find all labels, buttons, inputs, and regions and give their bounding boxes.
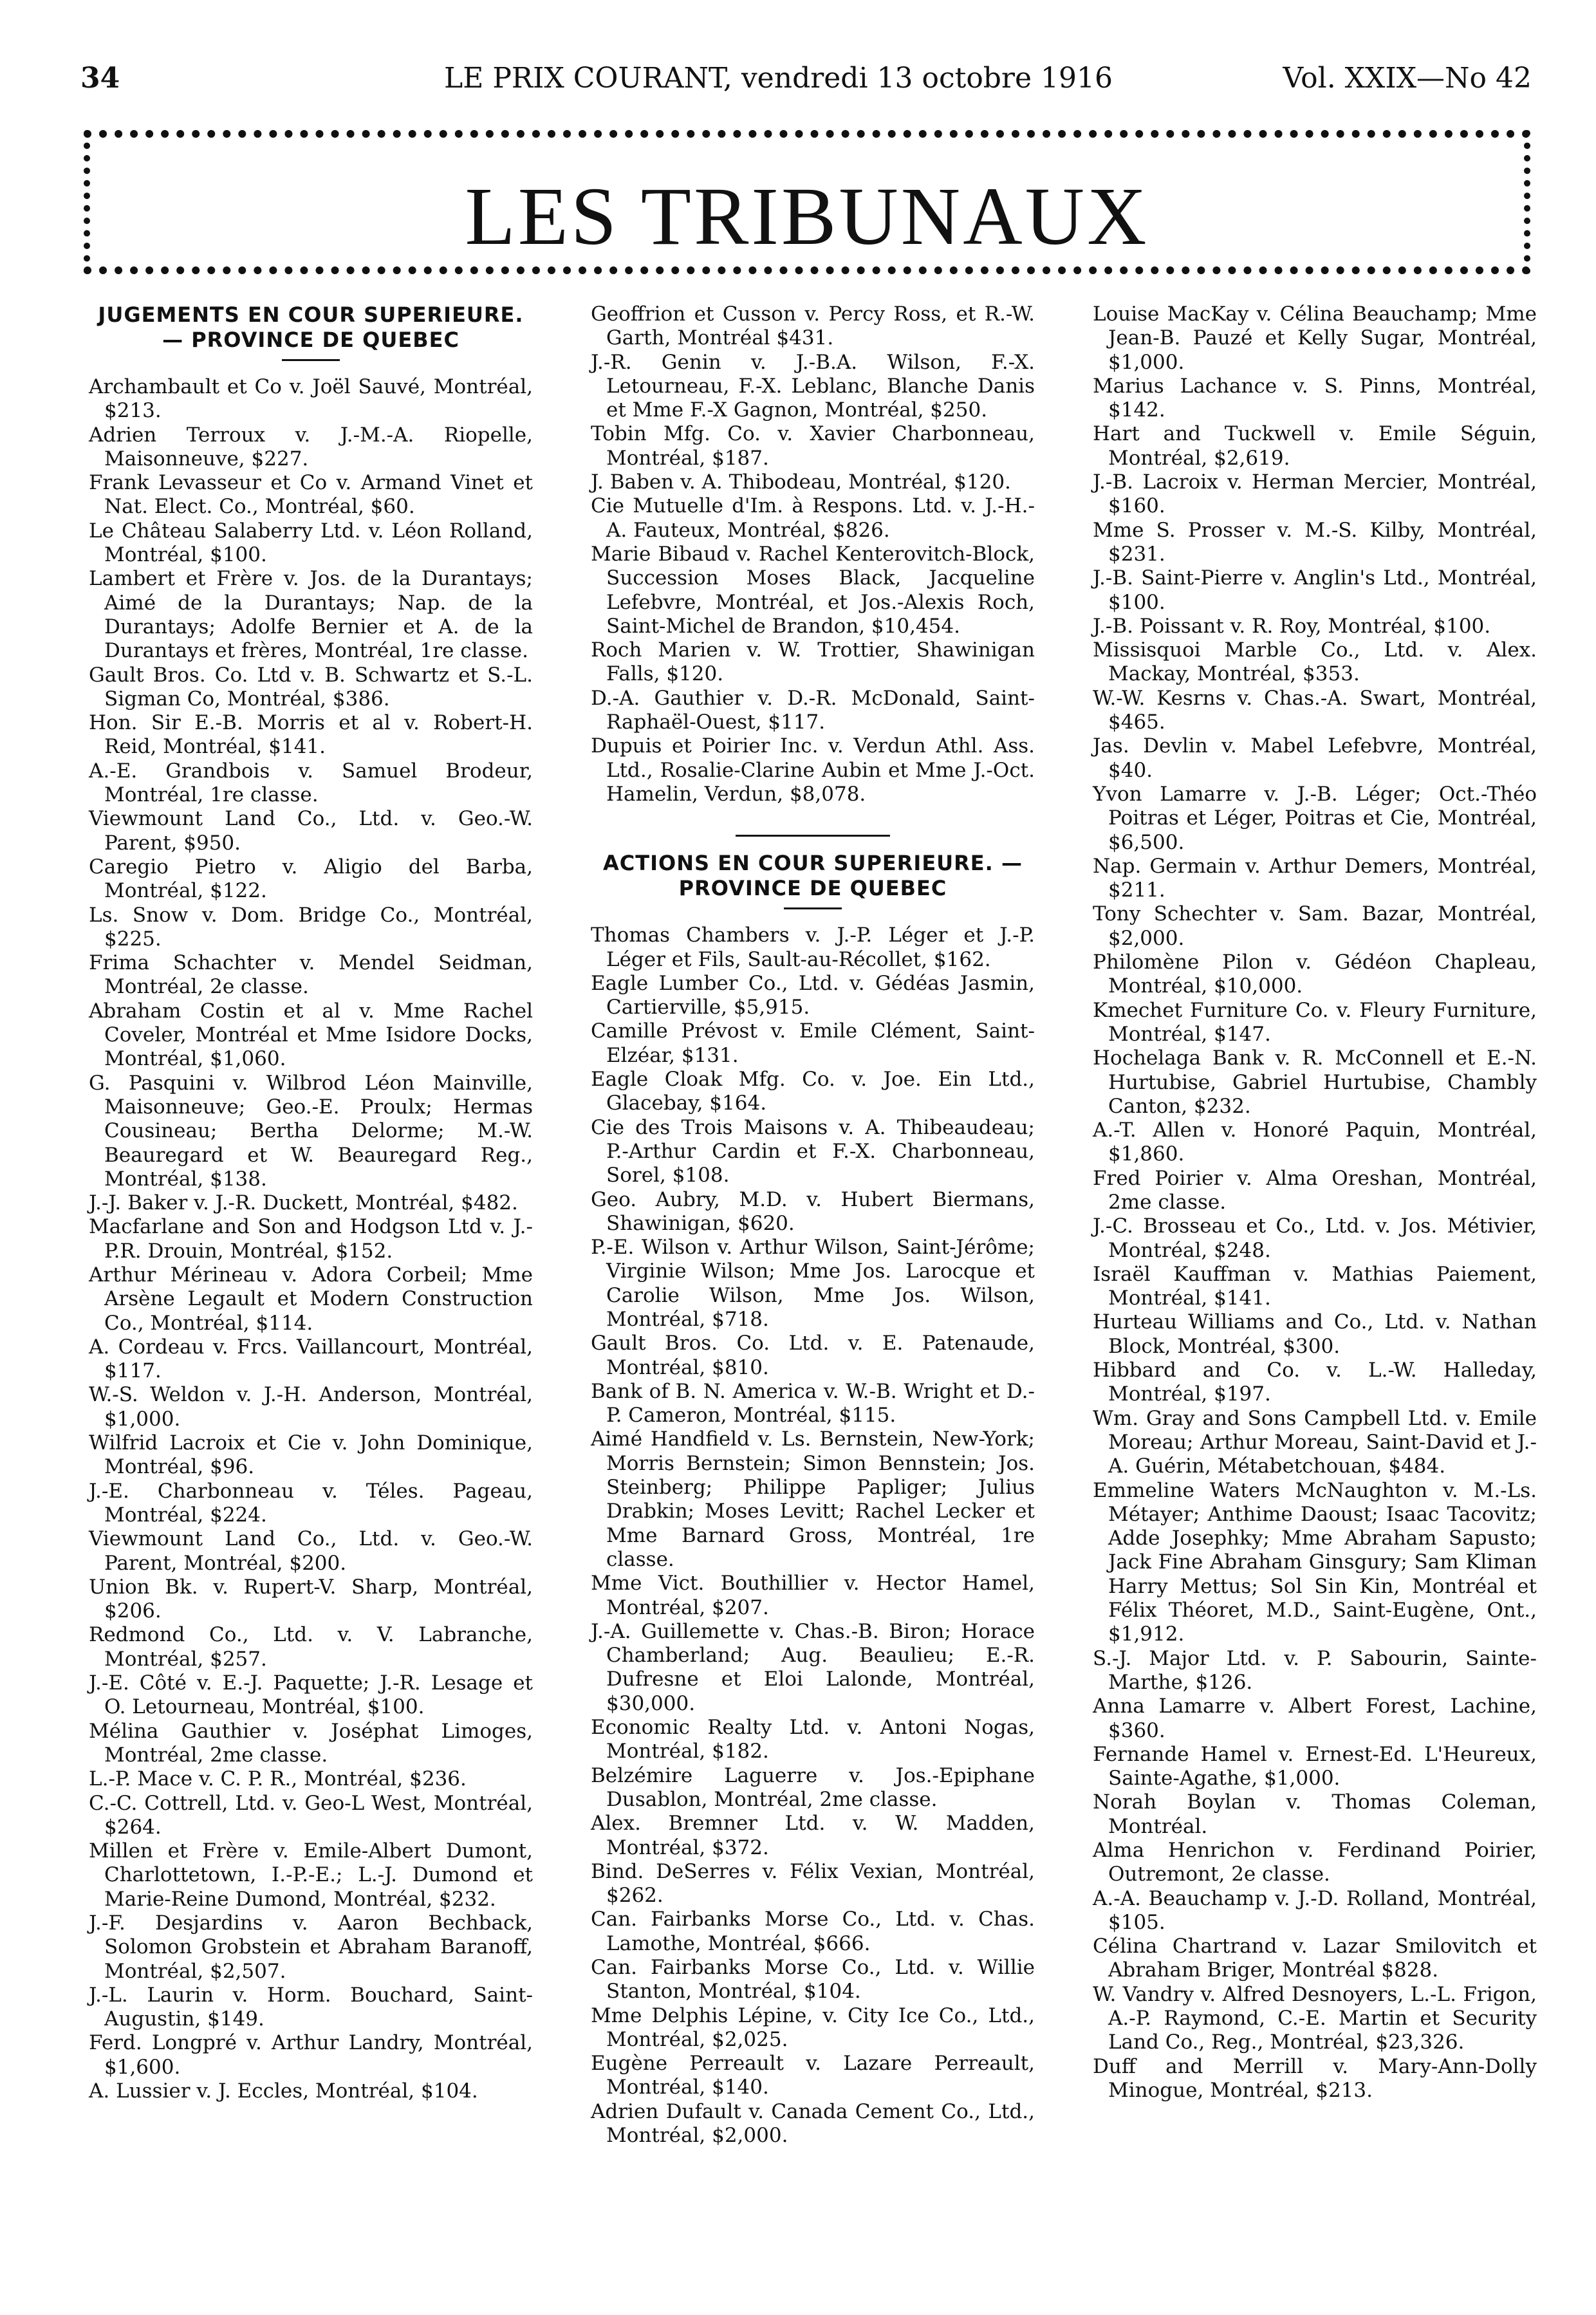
case-entry: A.-A. Beauchamp v. J.-D. Rolland, Montréal, $105.: [1093, 1886, 1537, 1934]
case-entry: W.-S. Weldon v. J.-H. Anderson, Montréal, $1,000.: [89, 1383, 533, 1431]
case-entry: Caregio Pietro v. Aligio del Barba, Montréal, $122.: [89, 855, 533, 903]
case-entry: Hibbard and Co. v. L.-W. Halleday, Montréal, $197.: [1093, 1359, 1537, 1406]
case-entry: J.-J. Baker v. J.-R. Duckett, Montréal, $482.: [89, 1191, 518, 1215]
case-entry: Mme Delphis Lépine, v. City Ice Co., Ltd., Montréal, $2,025.: [591, 2004, 1035, 2051]
case-entry: J.-C. Brosseau et Co., Ltd. v. Jos. Métivier, Montréal, $248.: [1093, 1214, 1537, 1262]
case-entry: Emmeline Waters McNaughton v. M.-Ls. Métayer; Anthime Daoust; Isaac Tacovitz; Adde Josephky; Mme Abraham Sapusto; Jack Fine Abraham Ginsgury; Sam Kliman Harry Mettus; Sol Sin Kin, Montréal et Félix Théoret, M.D., Saint-Eugène, Ont., $1,912.: [1093, 1478, 1537, 1646]
case-entry: S.-J. Major Ltd. v. P. Sabourin, Sainte-Marthe, $126.: [1093, 1646, 1537, 1694]
case-entry: A. Cordeau v. Frcs. Vaillancourt, Montréal, $117.: [89, 1335, 533, 1383]
section-rule: [736, 835, 890, 837]
case-entry: J.-F. Desjardins v. Aaron Bechback, Solomon Grobstein et Abraham Baranoff, Montréal, $2,507.: [89, 1911, 533, 1983]
case-entry: Hurteau Williams and Co., Ltd. v. Nathan Block, Montréal, $300.: [1093, 1310, 1537, 1358]
case-entry: Frima Schachter v. Mendel Seidman, Montréal, 2e classe.: [89, 951, 533, 999]
case-entry: A. Lussier v. J. Eccles, Montréal, $104.: [89, 2079, 478, 2103]
column-1: [89, 302, 533, 2103]
actions-list-part-2: [1093, 302, 1537, 2103]
title-frame: [84, 130, 1530, 274]
case-entry: Macfarlane and Son and Hodgson Ltd v. J.-P.R. Drouin, Montréal, $152.: [89, 1215, 533, 1263]
case-entry: W.-W. Kesrns v. Chas.-A. Swart, Montréal, $465.: [1093, 686, 1537, 734]
case-entry: A.-E. Grandbois v. Samuel Brodeur, Montréal, 1re classe.: [89, 759, 533, 807]
case-entry: Philomène Pilon v. Gédéon Chapleau, Montréal, $10,000.: [1093, 951, 1537, 998]
case-entry: Duff and Merrill v. Mary-Ann-Dolly Minogue, Montréal, $213.: [1093, 2054, 1537, 2102]
case-entry: Lambert et Frère v. Jos. de la Durantays; Aimé de la Durantays; Nap. de la Durantays; Adolfe Bernier et A. de la Durantays et frères, Montréal, 1re classe.: [89, 567, 533, 663]
case-entry: Israël Kauffman v. Mathias Paiement, Montréal, $141.: [1093, 1262, 1537, 1310]
case-entry: Marie Bibaud v. Rachel Kenterovitch-Block, Succession Moses Black, Jacqueline Lefebvre, Montréal, et Jos.-Alexis Roch, Saint-Michel de Brandon, $10,454.: [591, 542, 1035, 638]
case-entry: Redmond Co., Ltd. v. V. Labranche, Montréal, $257.: [89, 1623, 533, 1671]
case-entry: Marius Lachance v. S. Pinns, Montréal, $142.: [1093, 374, 1537, 422]
case-entry: Camille Prévost v. Emile Clément, Saint-Elzéar, $131.: [591, 1019, 1035, 1067]
case-entry: L.-P. Mace v. C. P. R., Montréal, $236.: [89, 1767, 467, 1791]
volume-number: Vol. XXIX—No 42: [1283, 62, 1532, 95]
case-entry: Wm. Gray and Sons Campbell Ltd. v. Emile Moreau; Arthur Moreau, Saint-David et J.-A. Guérin, Métabetchouan, $484.: [1093, 1406, 1537, 1478]
case-entry: Kmechet Furniture Co. v. Fleury Furniture, Montréal, $147.: [1093, 998, 1537, 1046]
column-3: [1093, 302, 1537, 2103]
case-entry: Wilfrid Lacroix et Cie v. John Dominique, Montréal, $96.: [89, 1431, 533, 1479]
case-entry: Viewmount Land Co., Ltd. v. Geo.-W. Parent, $950.: [89, 807, 533, 855]
case-entry: Fred Poirier v. Alma Oreshan, Montréal, 2me classe.: [1093, 1166, 1537, 1214]
case-entry: Can. Fairbanks Morse Co., Ltd. v. Willie Stanton, Montréal, $104.: [591, 1956, 1035, 2004]
case-entry: Jas. Devlin v. Mabel Lefebvre, Montréal, $40.: [1093, 734, 1537, 782]
case-entry: J.-B. Lacroix v. Herman Mercier, Montréal, $160.: [1093, 470, 1537, 518]
actions-list-part-1: [591, 924, 1035, 2148]
case-entry: Archambault et Co v. Joël Sauvé, Montréal, $213.: [89, 375, 533, 423]
case-entry: Missisquoi Marble Co., Ltd. v. Alex. Mackay, Montréal, $353.: [1093, 638, 1537, 686]
case-entry: Cie Mutuelle d'Im. à Respons. Ltd. v. J.-H.-A. Fauteux, Montréal, $826.: [591, 494, 1035, 542]
case-entry: Union Bk. v. Rupert-V. Sharp, Montréal, $206.: [89, 1575, 533, 1623]
case-entry: Le Château Salaberry Ltd. v. Léon Rolland, Montréal, $100.: [89, 519, 533, 567]
case-entry: J.-E. Côté v. E.-J. Paquette; J.-R. Lesage et O. Letourneau, Montréal, $100.: [89, 1671, 533, 1719]
case-entry: J.-A. Guillemette v. Chas.-B. Biron; Horace Chamberland; Aug. Beaulieu; E.-R. Dufresne et Eloi Lalonde, Montréal, $30,000.: [591, 1619, 1035, 1715]
case-entry: Eagle Lumber Co., Ltd. v. Gédéas Jasmin, Cartierville, $5,915.: [591, 971, 1035, 1019]
case-entry: Adrien Terroux v. J.-M.-A. Riopelle, Maisonneuve, $227.: [89, 423, 533, 470]
case-entry: Belzémire Laguerre v. Jos.-Epiphane Dusablon, Montréal, 2me classe.: [591, 1763, 1035, 1811]
case-entry: Yvon Lamarre v. J.-B. Léger; Oct.-Théo Poitras et Léger, Poitras et Cie, Montréal, $6,500.: [1093, 782, 1537, 854]
case-entry: Eagle Cloak Mfg. Co. v. Joe. Ein Ltd., Glacebay, $164.: [591, 1068, 1035, 1115]
case-entry: Economic Realty Ltd. v. Antoni Nogas, Montréal, $182.: [591, 1716, 1035, 1763]
case-entry: Eugène Perreault v. Lazare Perreault, Montréal, $140.: [591, 2052, 1035, 2099]
case-entry: Gault Bros. Co. Ltd. v. E. Patenaude, Montréal, $810.: [591, 1332, 1035, 1379]
case-entry: Hart and Tuckwell v. Emile Séguin, Montréal, $2,619.: [1093, 422, 1537, 470]
publication-line: LE PRIX COURANT, vendredi 13 octobre 1916: [444, 62, 1113, 95]
case-entry: Fernande Hamel v. Ernest-Ed. L'Heureux, Sainte-Agathe, $1,000.: [1093, 1742, 1537, 1790]
section-heading-jugements: JUGEMENTS EN COUR SUPERIEURE. — PROVINCE DE QUEBEC: [98, 302, 524, 352]
case-entry: J. Baben v. A. Thibodeau, Montréal, $120.: [591, 470, 1011, 494]
case-entry: Thomas Chambers v. J.-P. Léger et J.-P. Léger et Fils, Sault-au-Récollet, $162.: [591, 924, 1035, 971]
case-entry: Millen et Frère v. Emile-Albert Dumont, Charlottetown, I.-P.-E.; L.-J. Dumond et Marie-Reine Dumond, Montréal, $232.: [89, 1839, 533, 1911]
section-rule: [282, 359, 340, 361]
case-entry: J.-B. Poissant v. R. Roy, Montréal, $100.: [1093, 614, 1491, 638]
case-entry: D.-A. Gauthier v. D.-R. McDonald, Saint-Raphaël-Ouest, $117.: [591, 686, 1035, 734]
case-entry: Tobin Mfg. Co. v. Xavier Charbonneau, Montréal, $187.: [591, 422, 1035, 470]
case-entry: Mme Vict. Bouthillier v. Hector Hamel, Montréal, $207.: [591, 1572, 1035, 1619]
case-entry: Gault Bros. Co. Ltd v. B. Schwartz et S.-L. Sigman Co, Montréal, $386.: [89, 663, 533, 711]
case-entry: J.-B. Saint-Pierre v. Anglin's Ltd., Montréal, $100.: [1093, 566, 1537, 614]
case-entry: Nap. Germain v. Arthur Demers, Montréal, $211.: [1093, 854, 1537, 902]
case-entry: Bank of B. N. America v. W.-B. Wright et D.-P. Cameron, Montréal, $115.: [591, 1379, 1035, 1427]
page-title: LES TRIBUNAUX: [465, 171, 1149, 262]
case-entry: J.-E. Charbonneau v. Téles. Pageau, Montréal, $224.: [89, 1479, 533, 1527]
case-entry: J.-R. Genin v. J.-B.A. Wilson, F.-X. Letourneau, F.-X. Leblanc, Blanche Danis et Mme F.-X Gagnon, Montréal, $250.: [591, 350, 1035, 422]
case-entry: Arthur Mérineau v. Adora Corbeil; Mme Arsène Legault et Modern Construction Co., Montréal, $114.: [89, 1263, 533, 1335]
case-entry: Alma Henrichon v. Ferdinand Poirier, Outremont, 2e classe.: [1093, 1839, 1537, 1886]
case-entry: Hochelaga Bank v. R. McConnell et E.-N. Hurtubise, Gabriel Hurtubise, Chambly Canton, $232.: [1093, 1046, 1537, 1118]
case-entry: Adrien Dufault v. Canada Cement Co., Ltd., Montréal, $2,000.: [591, 2099, 1035, 2148]
case-entry: Mme S. Prosser v. M.-S. Kilby, Montréal, $231.: [1093, 518, 1537, 566]
case-entry: Can. Fairbanks Morse Co., Ltd. v. Chas. Lamothe, Montréal, $666.: [591, 1908, 1035, 1955]
case-entry: Roch Marien v. W. Trottier, Shawinigan Falls, $120.: [591, 638, 1035, 686]
case-entry: Frank Levasseur et Co v. Armand Vinet et Nat. Elect. Co., Montréal, $60.: [89, 471, 533, 519]
case-entry: Geo. Aubry, M.D. v. Hubert Biermans, Shawinigan, $620.: [591, 1187, 1035, 1235]
case-entry: Ls. Snow v. Dom. Bridge Co., Montréal, $225.: [89, 903, 533, 951]
case-entry: Hon. Sir E.-B. Morris et al v. Robert-H. Reid, Montréal, $141.: [89, 711, 533, 759]
case-entry: Cie des Trois Maisons v. A. Thibeaudeau; P.-Arthur Cardin et F.-X. Charbonneau, Sorel, $108.: [591, 1115, 1035, 1187]
case-entry: Anna Lamarre v. Albert Forest, Lachine, $360.: [1093, 1695, 1537, 1742]
case-entry: Abraham Costin et al v. Mme Rachel Coveler, Montréal et Mme Isidore Docks, Montréal, $1,060.: [89, 999, 533, 1071]
case-entry: A.-T. Allen v. Honoré Paquin, Montréal, $1,860.: [1093, 1119, 1537, 1166]
case-entry: G. Pasquini v. Wilbrod Léon Mainville, Maisonneuve; Geo.-E. Proulx; Hermas Cousineau; Bertha Delorme; M.-W. Beauregard et W. Beauregard Reg., Montréal, $138.: [89, 1071, 533, 1191]
case-entry: Alex. Bremner Ltd. v. W. Madden, Montréal, $372.: [591, 1812, 1035, 1859]
section-heading-actions: ACTIONS EN COUR SUPERIEURE. — PROVINCE DE QUEBEC: [603, 851, 1023, 901]
case-entry: Ferd. Longpré v. Arthur Landry, Montréal, $1,600.: [89, 2031, 533, 2079]
judgments-list-part-2: [591, 302, 1035, 806]
case-entry: Célina Chartrand v. Lazar Smilovitch et Abraham Briger, Montréal $828.: [1093, 1935, 1537, 1982]
case-entry: Tony Schechter v. Sam. Bazar, Montréal, $2,000.: [1093, 902, 1537, 950]
case-entry: Geoffrion et Cusson v. Percy Ross, et R.-W. Garth, Montréal $431.: [591, 302, 1035, 350]
case-entry: J.-L. Laurin v. Horm. Bouchard, Saint-Augustin, $149.: [89, 1983, 533, 2031]
case-entry: Mélina Gauthier v. Joséphat Limoges, Montréal, 2me classe.: [89, 1719, 533, 1767]
column-2: [591, 302, 1035, 2148]
judgments-list-part-1: [89, 375, 533, 2103]
page-number: 34: [80, 62, 120, 95]
case-entry: Dupuis et Poirier Inc. v. Verdun Athl. Ass. Ltd., Rosalie-Clarine Aubin et Mme J.-Oct. Hamelin, Verdun, $8,078.: [591, 734, 1035, 806]
section-rule: [784, 907, 842, 909]
case-entry: P.-E. Wilson v. Arthur Wilson, Saint-Jérôme; Virginie Wilson; Mme Jos. Larocque et Carolie Wilson, Mme Jos. Wilson, Montréal, $718.: [591, 1236, 1035, 1331]
case-entry: Viewmount Land Co., Ltd. v. Geo.-W. Parent, Montréal, $200.: [89, 1527, 533, 1575]
case-entry: Louise MacKay v. Célina Beauchamp; Mme Jean-B. Pauzé et Kelly Sugar, Montréal, $1,000.: [1093, 302, 1537, 374]
case-entry: C.-C. Cottrell, Ltd. v. Geo-L West, Montréal, $264.: [89, 1791, 533, 1839]
case-entry: Aimé Handfield v. Ls. Bernstein, New-York; Morris Bernstein; Simon Bennstein; Jos. Steinberg; Philippe Papliger; Julius Drabkin; Moses Levitt; Rachel Lecker et Mme Barnard Gross, Montréal, 1re classe.: [591, 1427, 1035, 1571]
case-entry: Norah Boylan v. Thomas Coleman, Montréal.: [1093, 1790, 1537, 1838]
case-entry: Bind. DeSerres v. Félix Vexian, Montréal, $262.: [591, 1859, 1035, 1908]
case-entry: W. Vandry v. Alfred Desnoyers, L.-L. Frigon, A.-P. Raymond, C.-E. Martin et Security Land Co., Reg., Montréal, $23,326.: [1093, 1982, 1537, 2054]
